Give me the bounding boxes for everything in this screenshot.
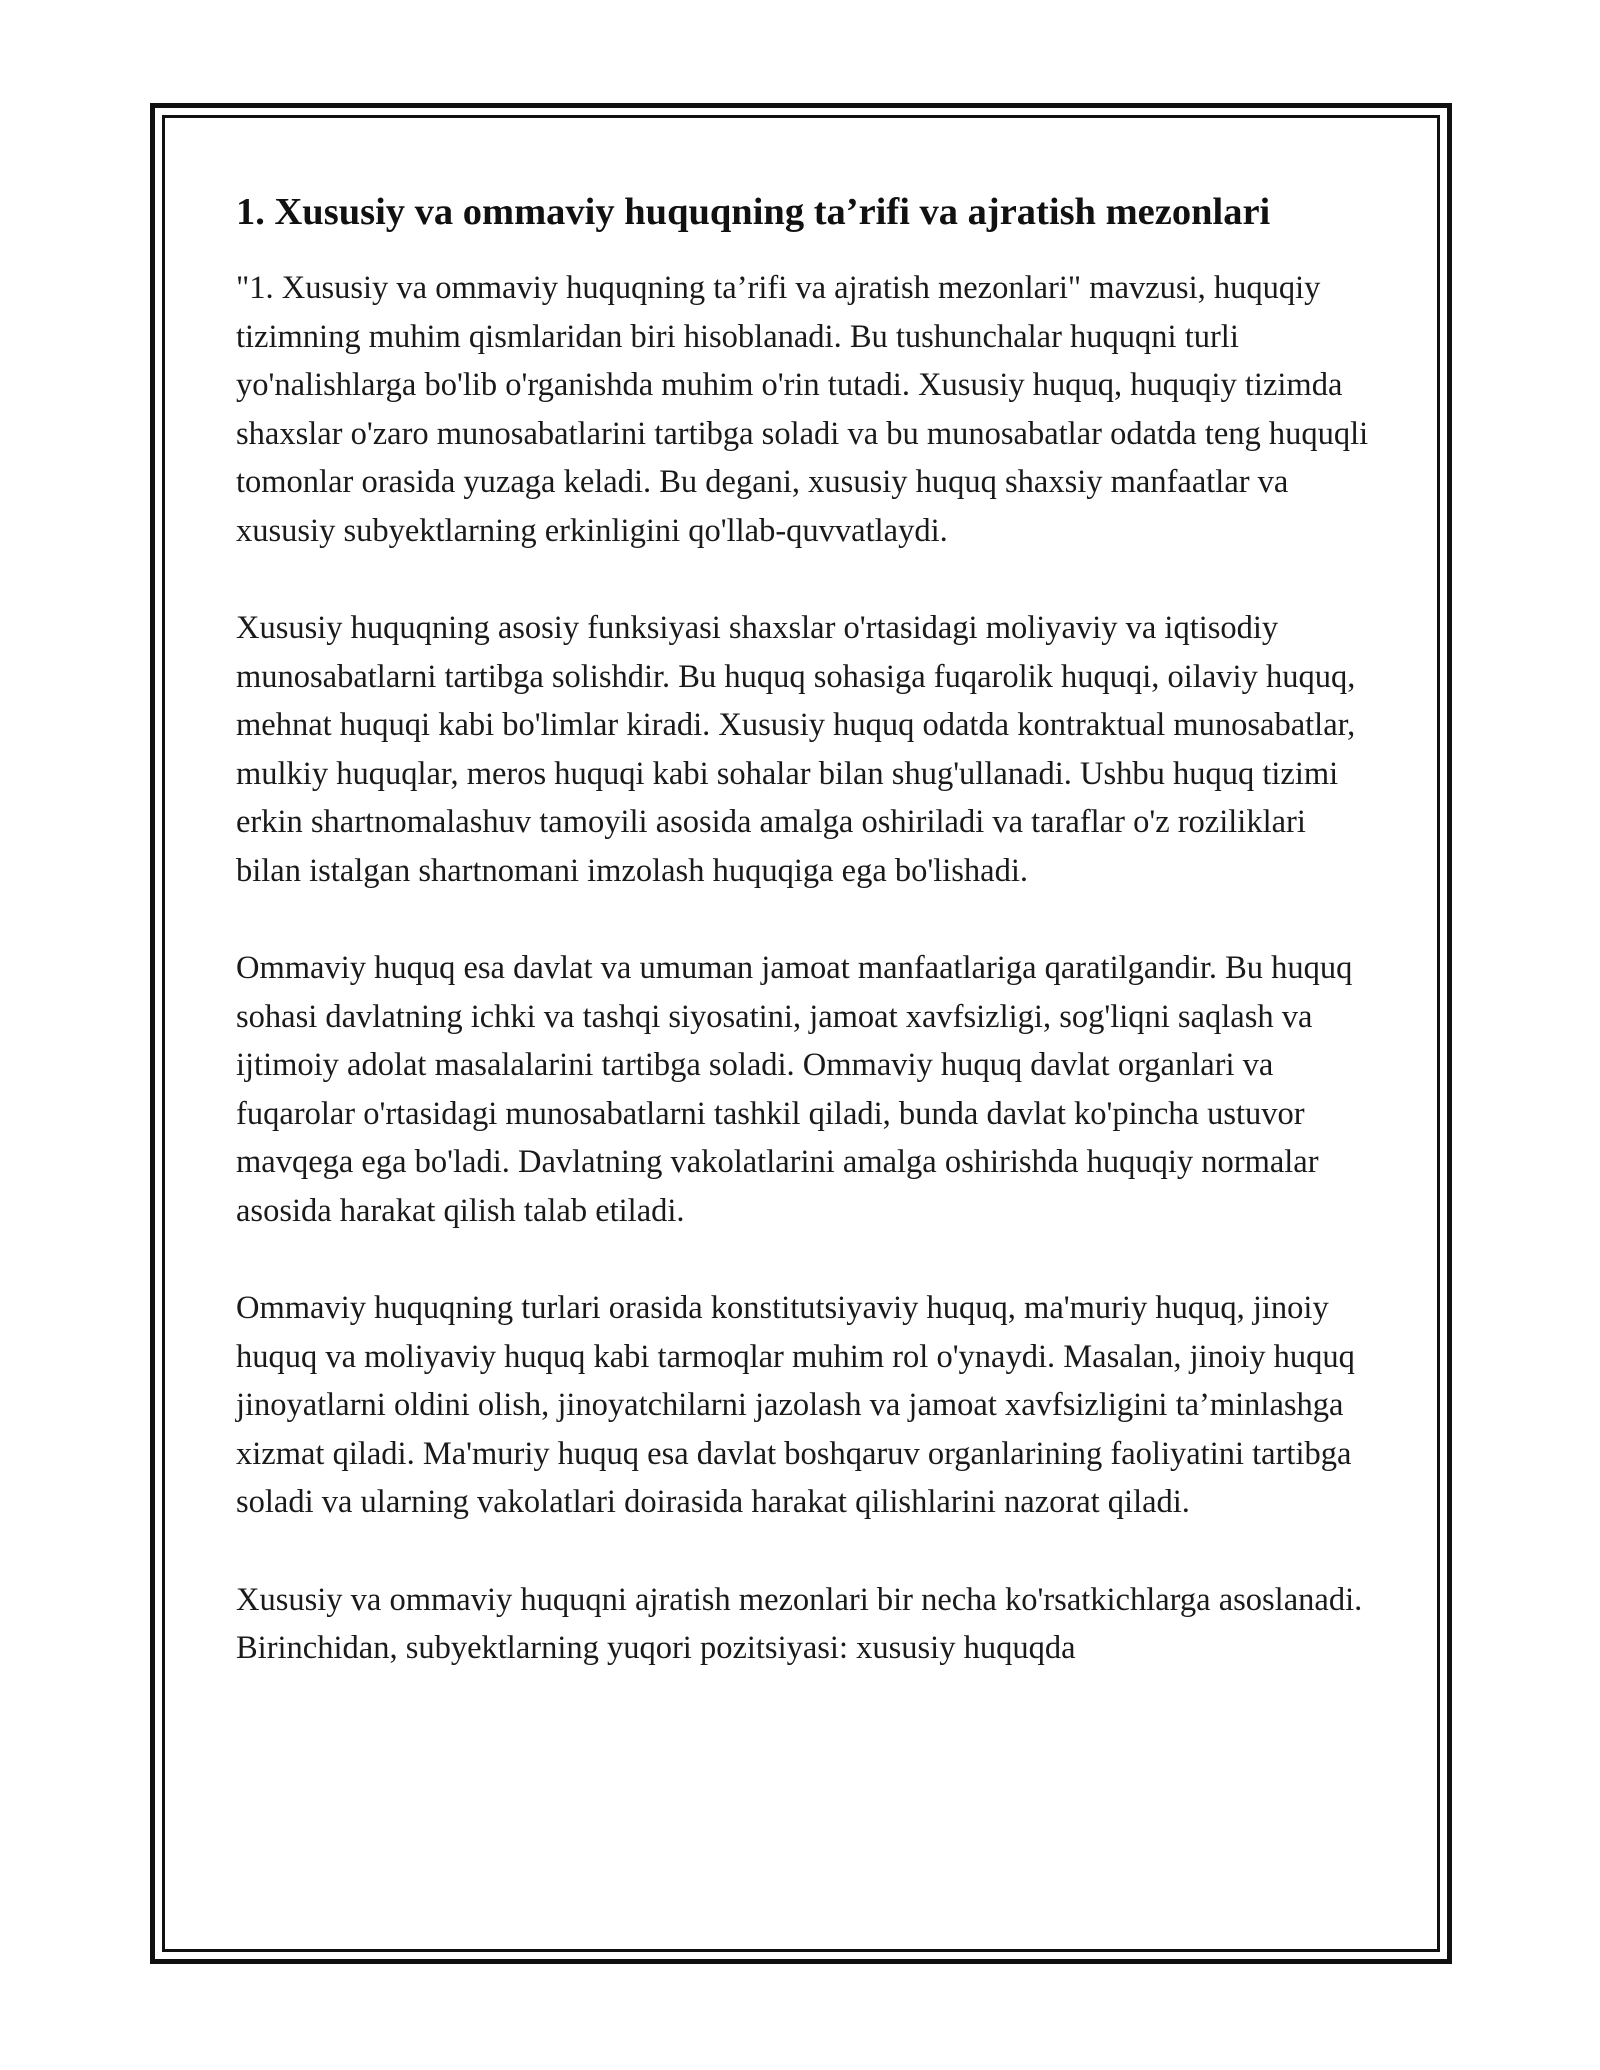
paragraph-criteria: Xususiy va ommaviy huquqni ajratish mezonlari bir necha ko'rsatkichlarga asoslanadi. Birinchidan, subyektlarning yuqori pozitsiyasi: xususiy huquqda [236, 1581, 1363, 1666]
paragraph-definitions: "1. Xususiy va ommaviy huquqning ta’rifi va ajratish mezonlari" mavzusi, huquqiy tizimning muhim qismlaridan biri hisoblanadi. Bu tushunchalar huquqni turli yo'nalishlarga bo'lib o'rganishda muhim o'rin tutadi. Xususiy huquq, huquqiy tizimda shaxslar o'zaro munosabatlarini tartibga soladi va bu munosabatlar odatda teng huquqli tomonlar orasida yuzaga keladi. Bu degani, xususiy huquq shaxsiy manfaatlar va xususiy subyektlarning erkinligini qo'llab-quvvatlaydi. [236, 270, 1369, 549]
paragraph-public-law: Ommaviy huquq esa davlat va umuman jamoat manfaatlariga qaratilgandir. Bu huquq sohasi davlatning ichki va tashqi siyosatini, jamoat xavfsizligi, sog'liqni saqlash va ijtimoiy adolat masalalarini tartibga soladi. Ommaviy huquq davlat organlari va fuqarolar o'rtasidagi munosabatlarni tashkil qiladi, bunda davlat ko'pincha ustuvor mavqega ega bo'ladi. Davlatning vakolatlarini amalga oshirishda huquqiy normalar asosida harakat qilish talab etiladi. [236, 950, 1353, 1229]
paragraph-public-law-types: Ommaviy huquqning turlari orasida konstitutsiyaviy huquq, ma'muriy huquq, jinoiy huquq va moliyaviy huquq kabi tarmoqlar muhim rol o'ynaydi. Masalan, jinoiy huquq jinoyatlarni oldini olish, jinoyatchilarni jazolash va jamoat xavfsizligini ta’minlashga xizmat qiladi. Ma'muriy huquq esa davlat boshqaruv organlarining faoliyatini tartibga soladi va ularning vakolatlari doirasida harakat qilishlarini nazorat qiladi. [236, 1290, 1355, 1520]
paragraph-private-law-function: Xususiy huquqning asosiy funksiyasi shaxslar o'rtasidagi moliyaviy va iqtisodiy munosabatlarni tartibga solishdir. Bu huquq sohasiga fuqarolik huquqi, oilaviy huquq, mehnat huquqi kabi bo'limlar kiradi. Xususiy huquq odatda kontraktual munosabatlar, mulkiy huquqlar, meros huquqi kabi sohalar bilan shug'ullanadi. Ushbu huquq tizimi erkin shartnomalashuv tamoyili asosida amalga oshiriladi va taraflar o'z roziliklari bilan istalgan shartnomani imzolash huquqiga ega bo'lishadi. [236, 610, 1356, 889]
document-title: 1. Xususiy va ommaviy huquqning ta’rifi va ajratish mezonlari [236, 191, 1271, 233]
document-body [236, 186, 1376, 1673]
